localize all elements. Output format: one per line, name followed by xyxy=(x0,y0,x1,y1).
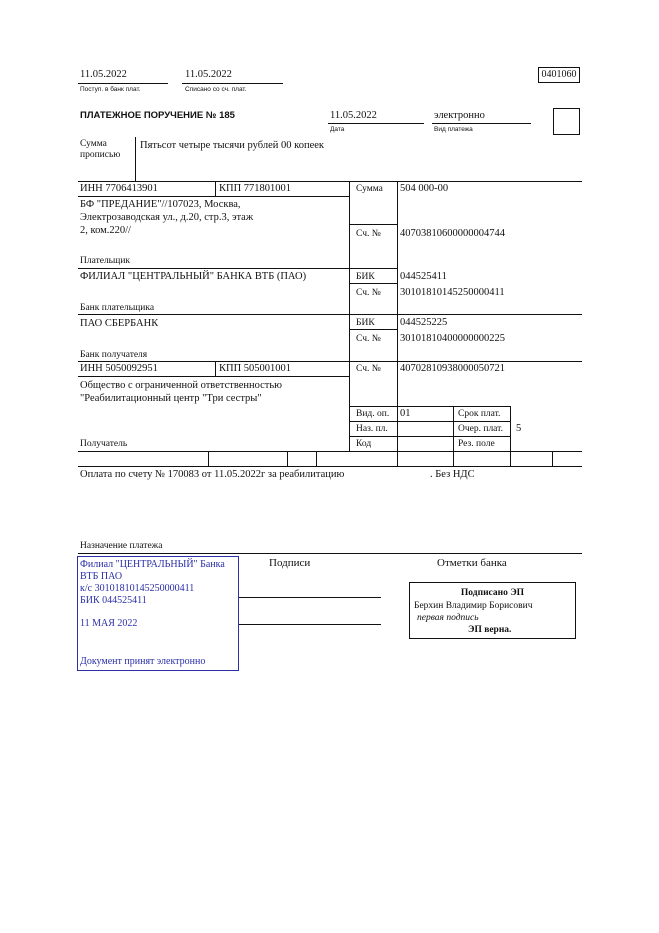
grid-line xyxy=(349,421,510,422)
payer-bank-label: Банк плательщика xyxy=(80,303,155,313)
payee-bank-label: Банк получателя xyxy=(80,350,148,360)
sum-words-value: Пятьсот четыре тысячи рублей 00 копеек xyxy=(140,140,324,151)
form-code: 0401060 xyxy=(538,67,580,83)
payee-bank-name: ПАО СБЕРБАНК xyxy=(80,318,159,329)
grid-line xyxy=(78,181,582,182)
grid-line xyxy=(287,451,288,466)
stamp-line: к/с 30101810145250000411 xyxy=(80,583,195,594)
payer-bank-bik-label: БИК xyxy=(356,272,375,282)
ep-signature-box xyxy=(409,582,576,639)
payer-bank-account-label: Сч. № xyxy=(356,288,381,298)
document-date-line xyxy=(328,123,424,124)
grid-line xyxy=(78,553,582,554)
grid-line xyxy=(453,406,454,466)
grid-line xyxy=(349,406,510,407)
ep-verified: ЭП верна. xyxy=(468,625,512,635)
bank-marks-label: Отметки банка xyxy=(437,557,507,569)
payer-label: Плательщик xyxy=(80,256,131,266)
rez-label: Рез. поле xyxy=(458,439,495,449)
stamp-line: ВТБ ПАО xyxy=(80,571,123,582)
sum-words-label-1: Сумма xyxy=(80,139,107,149)
grid-line xyxy=(349,224,397,225)
grid-line xyxy=(215,181,216,196)
date-received: 11.05.2022 xyxy=(80,69,127,80)
ocher-label: Очер. плат. xyxy=(458,424,503,434)
grid-line xyxy=(78,361,582,362)
vid-op-value: 01 xyxy=(400,408,411,419)
document-date-label: Дата xyxy=(330,126,345,133)
signatures-label: Подписи xyxy=(269,557,311,569)
grid-line xyxy=(208,451,209,466)
date-debited: 11.05.2022 xyxy=(185,69,232,80)
date-debited-line xyxy=(182,83,283,84)
payer-name-line: Электрозаводская ул., д.20, стр.3, этаж xyxy=(80,212,254,223)
grid-line xyxy=(552,451,553,466)
naz-pl-label: Наз. пл. xyxy=(356,424,388,434)
grid-line xyxy=(349,181,350,451)
payee-name-line: Общество с ограниченной ответственностью xyxy=(80,380,283,391)
page-title: ПЛАТЕЖНОЕ ПОРУЧЕНИЕ № 185 xyxy=(80,110,235,121)
payment-type-line xyxy=(432,123,531,124)
payer-bank-name: ФИЛИАЛ "ЦЕНТРАЛЬНЫЙ" БАНКА ВТБ (ПАО) xyxy=(80,271,307,282)
date-received-label: Поступ. в банк плат. xyxy=(80,86,141,93)
vid-op-label: Вид. оп. xyxy=(356,409,390,419)
payee-bank-bik-label: БИК xyxy=(356,318,375,328)
grid-line xyxy=(78,451,582,452)
ep-sign-type: первая подпись xyxy=(417,613,479,623)
date-debited-label: Списано со сч. плат. xyxy=(185,86,247,93)
payee-label: Получатель xyxy=(80,439,128,449)
payee-inn: ИНН 5050092951 xyxy=(80,363,158,374)
grid-line xyxy=(78,466,582,467)
stamp-line: БИК 044525411 xyxy=(80,595,147,606)
grid-line xyxy=(78,314,582,315)
stamp-date: 11 МАЯ 2022 xyxy=(80,618,138,629)
payer-bank-account: 30101810145250000411 xyxy=(400,287,505,298)
payer-account-label: Сч. № xyxy=(356,229,381,239)
purpose-label: Назначение платежа xyxy=(80,541,163,551)
sum-words-label-2: прописью xyxy=(80,150,121,160)
date-received-line xyxy=(78,83,168,84)
payment-type: электронно xyxy=(434,110,485,121)
bank-stamp xyxy=(77,556,239,671)
document-date: 11.05.2022 xyxy=(330,110,377,121)
grid-line xyxy=(349,329,397,330)
payee-account: 40702810938000050721 xyxy=(400,363,505,374)
grid-line xyxy=(316,451,317,466)
payee-bank-bik: 044525225 xyxy=(400,317,448,328)
grid-line xyxy=(78,196,349,197)
payer-bank-bik: 044525411 xyxy=(400,271,447,282)
grid-line xyxy=(349,283,397,284)
purpose-text: Оплата по счету № 170083 от 11.05.2022г за реабилитацию xyxy=(80,469,345,480)
signature-line xyxy=(238,597,381,598)
grid-line xyxy=(510,406,511,466)
ep-signer: Берхин Владимир Борисович xyxy=(414,601,533,611)
payee-kpp: КПП 505001001 xyxy=(219,363,292,374)
grid-line xyxy=(349,436,510,437)
payer-inn: ИНН 7706413901 xyxy=(80,183,158,194)
grid-line xyxy=(397,181,398,466)
ep-title: Подписано ЭП xyxy=(460,588,525,598)
grid-line xyxy=(215,361,216,376)
kod-label: Код xyxy=(356,439,372,449)
payment-type-label: Вид платежа xyxy=(434,126,473,133)
sum-label: Сумма xyxy=(356,184,383,194)
payee-name-line: "Реабилитационный центр "Три сестры" xyxy=(80,393,262,404)
payee-account-label: Сч. № xyxy=(356,364,381,374)
payee-bank-account: 30101810400000000225 xyxy=(400,333,505,344)
sum-value: 504 000-00 xyxy=(400,183,449,194)
grid-line xyxy=(78,376,349,377)
ocher-value: 5 xyxy=(516,423,522,434)
stamp-line: Филиал "ЦЕНТРАЛЬНЫЙ" Банка xyxy=(80,559,225,570)
payer-name-line: 2, ком.220// xyxy=(80,225,131,236)
stamp-footer: Документ принят электронно xyxy=(80,656,206,667)
payer-kpp: КПП 771801001 xyxy=(219,183,292,194)
divider xyxy=(135,137,136,182)
srok-label: Срок плат. xyxy=(458,409,501,419)
signature-line xyxy=(238,624,381,625)
payee-bank-account-label: Сч. № xyxy=(356,334,381,344)
status-box xyxy=(553,108,580,135)
payer-account: 40703810600000004744 xyxy=(400,228,505,239)
payer-name-line: БФ "ПРЕДАНИЕ"//107023, Москва, xyxy=(80,199,241,210)
purpose-vat: . Без НДС xyxy=(430,469,475,480)
